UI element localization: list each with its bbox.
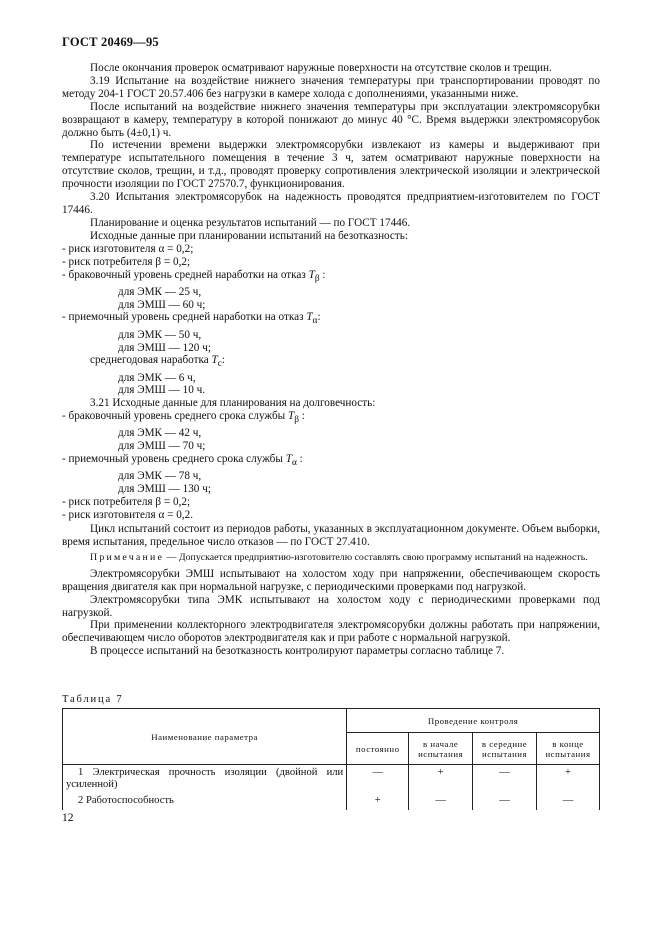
list-item: - риск потребителя β = 0,2; (62, 496, 191, 509)
table-row (63, 765, 600, 794)
list-item: для ЭМК — 25 ч, (118, 285, 202, 298)
table-cell-mark: — (409, 793, 473, 809)
subscript: β (314, 273, 320, 284)
list-item: для ЭМШ — 130 ч; (118, 483, 211, 496)
list-item: для ЭМК — 78 ч, (118, 470, 202, 483)
text-line: среднегодовая наработка (90, 354, 209, 367)
text-line: 3.21 Исходные данные для планирования на долговечность: (90, 397, 376, 410)
list-item: для ЭМК — 42 ч, (118, 427, 202, 440)
list-item: - браковочный уровень средней наработки на отказ $T_\beta$ : (62, 268, 326, 284)
note-label: Примечание (90, 551, 165, 563)
note-text: — Допускается предприятию-изготовителю составлять свою программу испытаний на надежность. (164, 551, 588, 563)
table-cell-mark: + (347, 793, 409, 809)
table-header-param: Наименование параметра (63, 709, 347, 765)
table-cell-mark: + (409, 765, 473, 794)
paragraph: 3.20 Испытания электромясорубок на надежность проводятся предприятием-изготовителем по ГОСТ 17446. (62, 191, 600, 216)
text-line: - приемочный уровень среднего срока службы (62, 453, 283, 466)
list-item: для ЭМШ — 60 ч; (118, 298, 206, 311)
symbol-T: T (306, 311, 313, 324)
table-cell-param: 2 Работоспособность (63, 793, 347, 809)
paragraph: После окончания проверок осматривают наружные поверхности на отсутствие сколов и трещин. (90, 62, 552, 74)
parameters-table (62, 708, 600, 810)
list-item: для ЭМК — 6 ч, (118, 371, 196, 384)
table-cell-param: 1 Электрическая прочность изоляции (двойной или усиленной) (63, 765, 347, 794)
subscript: α (312, 316, 318, 327)
table-header-sub: в начале испытания (409, 733, 473, 765)
table-header-sub: в конце испытания (537, 733, 600, 765)
paragraph: После испытаний на воздействие нижнего значения температуры при эксплуатации электромясорубки возвращают в камеру, температуру в которой понижают до минус 40 °С. Время выдержки электромясорубок должно быть (4±0,1) ч. (62, 100, 600, 139)
subscript: c (217, 359, 222, 370)
symbol-T: T (211, 354, 218, 367)
list-item: для ЭМШ — 70 ч; (118, 440, 206, 453)
list-item: для ЭМШ — 120 ч; (118, 341, 211, 354)
list-item: - риск изготовителя α = 0,2. (62, 509, 193, 522)
table-cell-mark: + (537, 765, 600, 794)
paragraph: Электромясорубки ЭМШ испытывают на холостом ходу при напряжении, обеспечивающем скорость вращения двигателя как при нормальной нагрузке, с периодическими проверками под нагрузкой. (62, 567, 600, 593)
document-header: ГОСТ 20469—95 (62, 35, 159, 49)
symbol-T: T (285, 453, 292, 466)
table-cell-mark: — (537, 793, 600, 809)
paragraph: По истечении времени выдержки электромясорубки извлекают из камеры и выдерживают при температуре испытательного помещения в течение 3 ч, затем осматривают наружные поверхности на отсутствие сколов, трещин, и т.д., проводят проверку сопротивления электрической изоляции и электрической прочности изоляции по ГОСТ 27570.7, функционирования. (62, 139, 600, 191)
text-line: - браковочный уровень средней наработки на отказ (62, 268, 306, 281)
note (62, 552, 600, 564)
list-item: - браковочный уровень среднего срока службы $T_\beta$ : (62, 410, 305, 426)
paragraph: В процессе испытаний на безотказность контролируют параметры согласно таблице 7. (90, 645, 505, 658)
page-number: 12 (62, 812, 74, 824)
table-header-sub: в середине испытания (473, 733, 537, 765)
table-header-group: Проведение контроля (347, 709, 600, 733)
subscript: β (294, 415, 299, 426)
text-line: Исходные данные при планировании испытаний на безотказность: (90, 229, 408, 242)
symbol-T: T (288, 410, 295, 423)
document-body (62, 62, 600, 658)
list-item: - приемочный уровень средней наработки на отказ $T_\alpha$: (62, 311, 321, 327)
text-line: - браковочный уровень среднего срока службы (62, 410, 286, 423)
text-line: Планирование и оценка результатов испытаний — по ГОСТ 17446. (90, 216, 411, 229)
table-header-sub: постоянно (347, 733, 409, 765)
list-item: для ЭМШ — 10 ч. (118, 384, 206, 397)
text-line: - приемочный уровень средней наработки на отказ (62, 311, 304, 324)
table-cell-mark: — (347, 765, 409, 794)
list-item: среднегодовая наработка $T_c$: (90, 354, 225, 370)
paragraph: Цикл испытаний состоит из периодов работы, указанных в эксплуатационном документе. Объем выборки, время испытания, предельное число отказов — по ГОСТ 27.410. (62, 522, 600, 548)
table-cell-mark: — (473, 765, 537, 794)
list-item: - риск потребителя β = 0,2; (62, 255, 191, 268)
list-item: - приемочный уровень среднего срока службы $T_\alpha$ : (62, 453, 303, 469)
paragraph: 3.19 Испытание на воздействие нижнего значения температуры при транспортировании проводят по методу 204-1 ГОСТ 20.57.406 без нагрузки в камере холода с дополнениями, указанными ниже. (62, 74, 600, 100)
table-row (63, 793, 600, 809)
table-caption: Таблица 7 (62, 694, 124, 705)
table-cell-mark: — (473, 793, 537, 809)
list-item: для ЭМК — 50 ч, (118, 328, 202, 341)
paragraph: При применении коллекторного электродвигателя электромясорубки должны работать при напряжении, обеспечивающем число оборотов электродвигателя как и при работе с нормальной нагрузкой. (62, 619, 600, 645)
symbol-T: T (308, 268, 315, 281)
paragraph: Электромясорубки типа ЭМК испытывают на холостом ходу с периодическими проверками под нагрузкой. (62, 593, 600, 619)
list-item: - риск изготовителя α = 0,2; (62, 242, 194, 255)
subscript: α (291, 458, 297, 469)
